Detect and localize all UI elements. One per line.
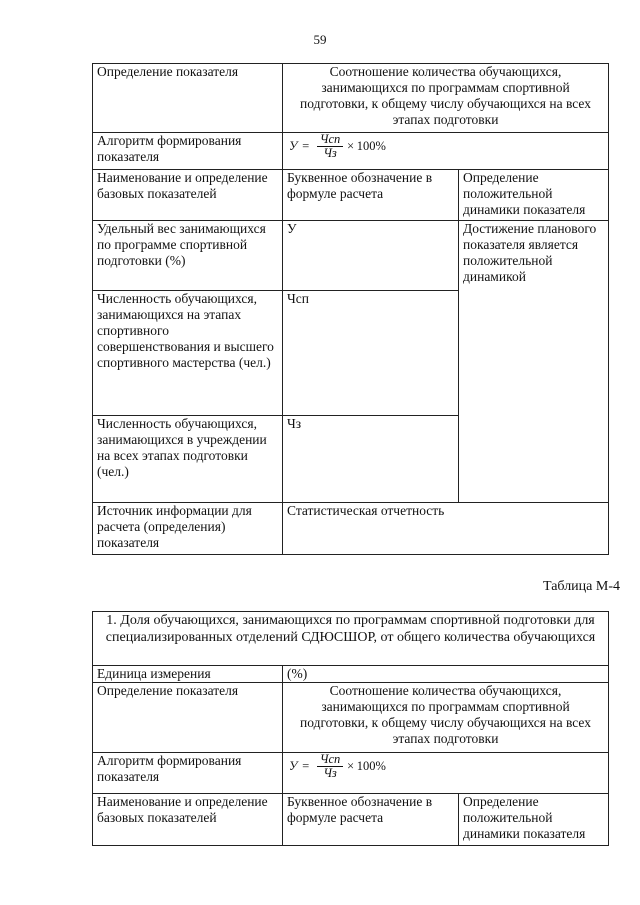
- definition-row: [93, 64, 609, 133]
- definition-row: [93, 683, 609, 753]
- algorithm-label: Алгоритм формирования показателя: [93, 133, 283, 170]
- page-number: 59: [313, 32, 327, 47]
- formula-cell: [283, 753, 609, 794]
- definition-text: Соотношение количества обучающихся, занимающихся по программам спортивной подготовки, к общему числу обучающихся на всех этапах подготовки: [283, 683, 609, 753]
- table-caption: Таблица М-4: [543, 579, 620, 594]
- header-row: [93, 170, 609, 221]
- base-indicator-symbol: У: [283, 221, 459, 291]
- formula-equals: =: [301, 759, 310, 773]
- formula-denominator: Чз: [323, 766, 337, 780]
- indicator-title: 1. Доля обучающихся, занимающихся по программам спортивной подготовки для специализированных отделений СДЮСШОР, от общего количества обучающихся: [93, 612, 609, 666]
- formula-percent: 100%: [356, 759, 386, 773]
- unit-value: (%): [283, 666, 609, 683]
- header-symbol: Буквенное обозначение в формуле расчета: [283, 794, 459, 846]
- formula-cell: [283, 133, 609, 170]
- header-name: Наименование и определение базовых показателей: [93, 794, 283, 846]
- header-name: Наименование и определение базовых показателей: [93, 170, 283, 221]
- base-indicator-symbol: Чсп: [283, 291, 459, 416]
- formula-lhs: У: [289, 139, 298, 153]
- formula-multiply: ×: [346, 759, 355, 773]
- formula-denominator: Чз: [323, 146, 337, 160]
- indicator-table-2: [92, 611, 609, 846]
- source-row: [93, 503, 609, 555]
- algorithm-label: Алгоритм формирования показателя: [93, 753, 283, 794]
- table-row: [93, 221, 609, 291]
- formula-multiply: ×: [346, 139, 355, 153]
- source-value: Статистическая отчетность: [283, 503, 609, 555]
- formula-fraction: [317, 753, 343, 780]
- dynamics-text: Достижение планового показателя является положительной динамикой: [459, 221, 609, 503]
- formula-fraction: [317, 133, 343, 160]
- formula-numerator: Чсп: [317, 133, 343, 147]
- header-symbol: Буквенное обозначение в формуле расчета: [283, 170, 459, 221]
- algorithm-row: [93, 753, 609, 794]
- base-indicator-name: Численность обучающихся, занимающихся в учреждении на всех этапах подготовки (чел.): [93, 416, 283, 503]
- formula-lhs: У: [289, 759, 298, 773]
- formula: [287, 133, 604, 160]
- unit-label: Единица измерения: [93, 666, 283, 683]
- definition-label: Определение показателя: [93, 64, 283, 133]
- algorithm-row: [93, 133, 609, 170]
- header-dynamics: Определение положительной динамики показателя: [459, 170, 609, 221]
- formula-numerator: Чсп: [317, 753, 343, 767]
- formula-percent: 100%: [356, 139, 386, 153]
- formula: [287, 753, 604, 780]
- definition-label: Определение показателя: [93, 683, 283, 753]
- base-indicator-name: Удельный вес занимающихся по программе спортивной подготовки (%): [93, 221, 283, 291]
- source-label: Источник информации для расчета (определения) показателя: [93, 503, 283, 555]
- definition-text: Соотношение количества обучающихся, занимающихся по программам спортивной подготовки, к общему числу обучающихся на всех этапах подготовки: [283, 64, 609, 133]
- indicator-table-1: [92, 63, 609, 555]
- header-dynamics: Определение положительной динамики показателя: [459, 794, 609, 846]
- title-row: [93, 612, 609, 666]
- header-row: [93, 794, 609, 846]
- base-indicator-name: Численность обучающихся, занимающихся на этапах спортивного совершенствования и высшего спортивного мастерства (чел.): [93, 291, 283, 416]
- base-indicator-symbol: Чз: [283, 416, 459, 503]
- formula-equals: =: [301, 139, 310, 153]
- unit-row: [93, 666, 609, 683]
